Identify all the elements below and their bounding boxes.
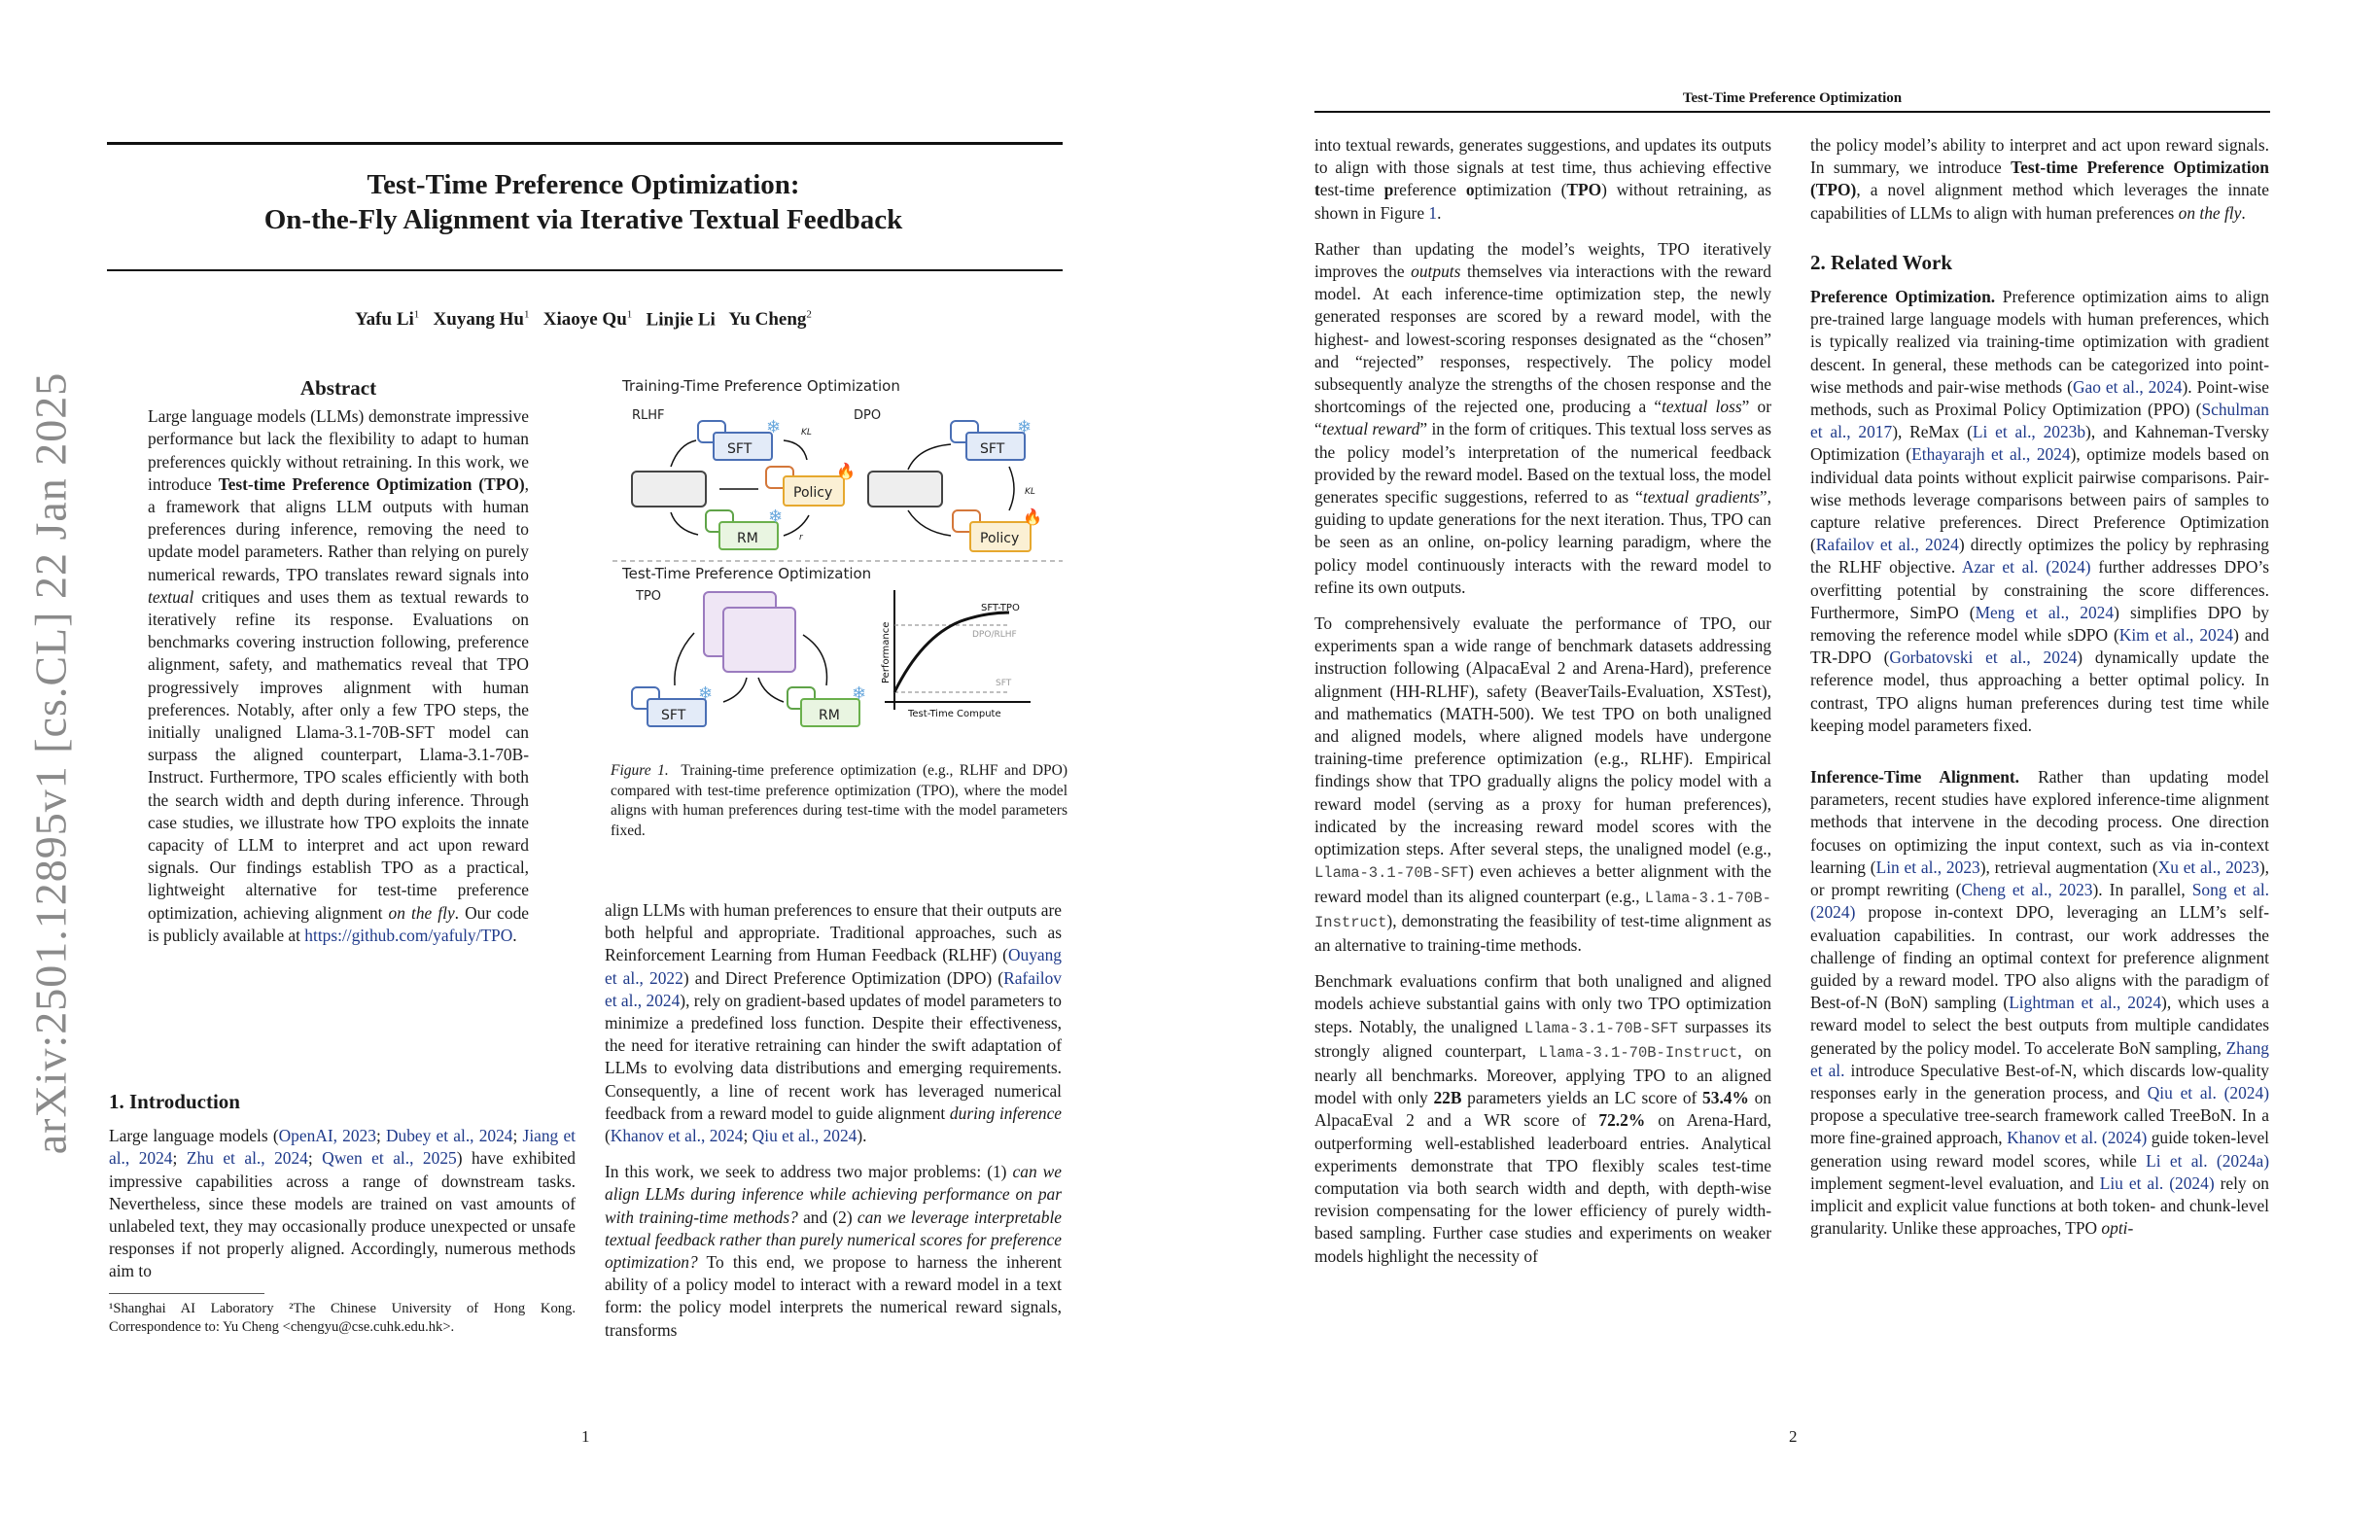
- sft-robot-icon: [951, 417, 1032, 460]
- svg-text:RM: RM: [819, 708, 840, 723]
- citation[interactable]: Jiang et al., 2024: [109, 1126, 576, 1169]
- introduction-column: [109, 1091, 576, 1337]
- policy-robot-icon: [766, 462, 856, 506]
- running-head-rule: [1314, 111, 2270, 113]
- svg-text:SFT: SFT: [996, 679, 1012, 688]
- svg-text:❄: ❄: [698, 683, 714, 704]
- svg-text:SFT: SFT: [661, 708, 686, 723]
- svg-text:❄: ❄: [768, 507, 784, 527]
- page-2: [1190, 0, 2380, 1540]
- author-list: [107, 309, 1060, 331]
- fig-dpo-label: DPO: [854, 408, 882, 423]
- svg-text:KL: KL: [1025, 487, 1035, 497]
- citation[interactable]: Song et al. (2024): [1810, 880, 2270, 923]
- rm-robot-icon: [788, 683, 866, 726]
- citation[interactable]: Xu et al., 2023: [2157, 857, 2259, 877]
- citation[interactable]: Lightman et al., 2024: [2009, 993, 2162, 1013]
- figure-reference[interactable]: 1: [1428, 202, 1438, 223]
- citation[interactable]: Cheng et al., 2023: [1961, 880, 2093, 900]
- citation[interactable]: Khanov et al., 2024: [610, 1126, 744, 1146]
- body-paragraph: into textual rewards, generates suggestions, and updates its outputs to align with those signals at test time, thus achieving effective test-time preference optimization (TPO) without retraining, as shown in Figure 1.: [1314, 135, 1771, 223]
- preference-pair-icon: [868, 472, 942, 507]
- citation[interactable]: Li et al., 2023b: [1972, 422, 2086, 442]
- author: Xuyang Hu$^1$: [433, 309, 530, 331]
- citation[interactable]: Li et al. (2024a): [2146, 1150, 2269, 1171]
- svg-text:SFT: SFT: [727, 441, 752, 457]
- svg-text:❄: ❄: [766, 417, 782, 438]
- author: Xiaoye Qu$^1$: [542, 309, 633, 331]
- abstract: [148, 377, 529, 961]
- citation[interactable]: Dubey et al., 2024: [385, 1126, 513, 1146]
- fig-bottom-title: Test-Time Preference Optimization: [622, 565, 872, 582]
- intro-paragraph: Large language models (OpenAI, 2023; Dubey et al., 2024; Jiang et al., 2024; Zhu et al., 2024; Qwen et al., 2025) have exhibited impressive capabilities across a range of downstream tasks. Nevertheless, since these models are trained on vast amounts of unlabeled text, they may occasionally produce unexpected or unsafe responses if not properly aligned. Accordingly, numerous methods aim to: [109, 1126, 577, 1281]
- page2-right-column: [1810, 134, 2269, 1253]
- author: Yafu Li$^1$: [355, 309, 420, 331]
- rm-robot-icon: [706, 507, 783, 549]
- citation[interactable]: Rafailov et al., 2024: [1815, 535, 1959, 555]
- body-paragraph: the policy model’s ability to interpret and act upon reward signals. In summary, we introduce Test-time Preference Optimization (TPO), a novel alignment method which leverages the innate capabilities of LLMs to align with human preferences on the fly.: [1810, 135, 2269, 223]
- policy-robot-icon: [953, 508, 1042, 551]
- citation[interactable]: Zhang et al.: [1810, 1037, 2269, 1080]
- citation[interactable]: Qiu et al. (2024): [2147, 1082, 2269, 1102]
- affiliation-footnote: ¹Shanghai AI Laboratory ²The Chinese University of Hong Kong. Correspondence to: Yu Cheng <chengyu@cse.cuhk.edu.hk>.: [109, 1300, 576, 1335]
- paper-title: Test-Time Preference Optimization: On-the-Fly Alignment via Iterative Textual Feedback: [263, 169, 903, 235]
- preference-optimization-paragraph: Preference Optimization. Preference optimization aims to align pre-trained large language models with human preferences, which is typically realized via training-time optimization with gradient descent. In general, these methods can be categorized into point-wise methods and pair-wise methods (Gao et al., 2024). Point-wise methods, such as Proximal Policy Optimization (PPO) (Schulman et al., 2017), ReMax (Li et al., 2023b), and Kahneman-Tversky Optimization (Ethayarajh et al., 2024), optimize models based on individual data points without explicit pairwise comparisons. Pair-wise methods leverage comparisons between pairs of samples to capture relative preferences. Direct Preference Optimization (Rafailov et al., 2024) directly optimizes the policy by rephrasing the RLHF objective. Azar et al. (2024) further addresses DPO’s overfitting potential by constraining the score differences. Furthermore, SimPO (Meng et al., 2024) simplifies DPO by removing the reference model while sDPO (Kim et al., 2024) and TR-DPO (Gorbatovski et al., 2024) dynamically update the reference model, thus approaching a better optimal policy. In contrast, TPO aligns human preferences during test time while keeping model parameters fixed.: [1810, 287, 2269, 735]
- inference-time-alignment-paragraph: Inference-Time Alignment. Rather than updating model parameters, recent studies have explored inference-time alignment methods that intervene in the decoding process. One direction focuses on optimizing the input context, such as via in-context learning (Lin et al., 2023), retrieval augmentation (Xu et al., 2023), or prompt rewriting (Cheng et al., 2023). In parallel, Song et al. (2024) propose in-context DPO, leveraging an LLM’s self-evaluation capabilities. In contrast, our work addresses the challenge of finding an optimal context for preference alignment guided by a reward model. TPO also aligns with the paradigm of Best-of-N (BoN) sampling (Lightman et al., 2024), which uses a reward model to select the best outputs from multiple candidates generated by the policy model. To accelerate BoN sampling, Zhang et al. introduce Speculative Best-of-N, which discards low-quality responses early in the generation process, and Qiu et al. (2024) propose a speculative tree-search framework called TreeBoN. In a more fine-grained approach, Khanov et al. (2024) guide token-level generation using reward model scores, while Li et al. (2024a) implement segment-level evaluation, and Liu et al. (2024) rely on implicit and explicit value functions at both token- and chunk-level granularity. Unlike these approaches, TPO opti-: [1810, 767, 2270, 1239]
- body-paragraph: Benchmark evaluations confirm that both unaligned and aligned models achieve substantial gains with only two TPO optimization steps. Notably, the unaligned Llama-3.1-70B-SFT surpasses its strongly aligned counterpart, Llama-3.1-70B-Instruct, on nearly all benchmarks. Moreover, applying TPO to an aligned model with only 22B parameters yields an LC score of 53.4% on AlpacaEval 2 and a WR score of 72.2% on Arena-Hard, outperforming well-established leaderboard entries. Analytical experiments demonstrate that TPO flexibly scales test-time computation via both search width and depth, with depth-wise revision compensating for the lower efficiency of purely width-based sampling. Further case studies and experiments on weaker models highlight the necessity of: [1314, 971, 1771, 1266]
- citation[interactable]: Ethayarajh et al., 2024: [1911, 444, 2071, 465]
- intro-paragraph: In this work, we seek to address two major problems: (1) can we align LLMs during inference while achieving performance on par with training-time methods? and (2) can we leverage interpretable textual feedback rather than purely numerical scores for preference optimization? To this end, we propose to harness the inherent ability of a policy model to interact with a reward model in a text form: the policy model interprets the numerical reward signals, transforms: [605, 1162, 1063, 1340]
- svg-text:RM: RM: [737, 531, 758, 546]
- author: Linjie Li: [646, 309, 716, 331]
- introduction-heading: 1. Introduction: [109, 1090, 240, 1113]
- svg-text:SFT-TPO: SFT-TPO: [981, 603, 1020, 613]
- footnote-rule: [109, 1293, 264, 1294]
- intro-paragraph: align LLMs with human preferences to ensure that their outputs are both helpful and appropriate. Traditional approaches, such as Reinforcement Learning from Human Feedback (RLHF) (Ouyang et al., 2022) and Direct Preference Optimization (DPO) (Rafailov et al., 2024), rely on gradient-based updates of model parameters to minimize a predefined loss function. Despite their effectiveness, the need for iterative retraining can hinder the swift adaptation of LLMs to evolving data distributions and emerging requirements. Consequently, a line of recent work has leveraged numerical feedback from a reward model to guide alignment during inference (Khanov et al., 2024; Qiu et al., 2024).: [605, 900, 1063, 1146]
- citation[interactable]: Qiu et al., 2024: [752, 1126, 858, 1146]
- page-number: 1: [581, 1427, 590, 1446]
- sft-robot-icon: [698, 417, 781, 460]
- body-paragraph: To comprehensively evaluate the performance of TPO, our experiments span a wide range of benchmark datasets addressing instruction following (AlpacaEval 2 and Arena-Hard), preference alignment (HH-RLHF), safety (BeaverTails-Evaluation, XSTest), and mathematics (MATH-500). We test TPO on both unaligned and aligned models, where aligned models have undergone training-time preference optimization (e.g., RLHF). Empirical findings show that TPO gradually aligns the policy model with a reward model (serving as a proxy for human preferences), indicated by the increasing reward model scores with the optimization steps. After several steps, the unaligned model (e.g., Llama-3.1-70B-SFT) even achieves a better alignment with the reward model than its aligned counterpart (e.g., Llama-3.1-70B-Instruct), demonstrating the feasibility of test-time alignment as an alternative to training-time methods.: [1314, 613, 1771, 955]
- figure-1-diagram: [611, 374, 1068, 739]
- svg-text:❄: ❄: [1017, 417, 1032, 438]
- citation[interactable]: Rafailov et al., 2024: [605, 967, 1062, 1010]
- citation[interactable]: Meng et al., 2024: [1975, 602, 2115, 622]
- github-link[interactable]: https://github.com/yafuly/TPO: [304, 925, 513, 945]
- fig-rlhf-label: RLHF: [632, 408, 665, 423]
- abstract-text: Large language models (LLMs) demonstrate impressive performance but lack the flexibility to adapt to human preferences quickly without retraining. In this work, we introduce Test-time Preference Optimization (TPO), a framework that aligns LLM outputs with human preferences during inference, removing the need to update model parameters. Rather than relying on purely numerical rewards, TPO translates reward signals into textual critiques and uses them as textual rewards to iteratively refine its response. Evaluations on benchmarks covering instruction following, preference alignment, safety, and mathematics reveal that TPO progressively improves alignment with human preferences. Notably, after only a few TPO steps, the initially unaligned Llama-3.1-70B-SFT model can surpass the aligned counterpart, Llama-3.1-70B-Instruct. Furthermore, TPO scales efficiently with both the search width and depth during inference. Through case studies, we illustrate how TPO exploits the innate capacity of LLM to interpret and act upon reward signals. Our findings establish TPO as a practical, lightweight alternative for test-time preference optimization, achieving alignment on the fly. Our code is publicly available at https://github.com/yafuly/TPO.: [148, 406, 529, 945]
- preference-pair-icon: [632, 472, 706, 507]
- page-number: 2: [1789, 1427, 1798, 1446]
- title-bottom-rule: [107, 269, 1063, 271]
- citation[interactable]: Ouyang et al., 2022: [605, 945, 1062, 988]
- svg-text:SFT: SFT: [980, 441, 1005, 457]
- fig-top-title: Training-Time Preference Optimization: [622, 377, 900, 395]
- citation[interactable]: Zhu et al., 2024: [186, 1148, 308, 1169]
- related-work-heading: 2. Related Work: [1810, 250, 1953, 274]
- figure-1-caption: Figure 1. Training-time preference optimization (e.g., RLHF and DPO) compared with test-time preference optimization (TPO), where the model aligns with human preferences during test-time with the model parameters fixed.: [611, 762, 1068, 839]
- citation[interactable]: Khanov et al. (2024): [2007, 1128, 2148, 1148]
- citation[interactable]: Liu et al. (2024): [2099, 1172, 2215, 1193]
- svg-text:KL: KL: [801, 428, 812, 438]
- page2-left-column: [1314, 134, 1771, 1281]
- performance-plot: [881, 590, 1031, 719]
- title-top-rule: [107, 142, 1063, 145]
- svg-text:❄: ❄: [852, 683, 867, 704]
- author: Yu Cheng$^2$: [728, 309, 812, 331]
- citation[interactable]: Gao et al., 2024: [2072, 376, 2183, 397]
- body-paragraph: Rather than updating the model’s weights, TPO iteratively improves the outputs themselves via interactions with the reward model. At each inference-time optimization step, the newly generated responses are scored by a reward model, with the highest- and lowest-scoring responses designated as the “chosen” and “rejected” responses, respectively. The policy model subsequently analyze the strengths of the chosen response and the shortcomings of the rejected one, producing a “textual loss” or “textual reward” in the form of critiques. This textual loss serves as the policy model’s interpretation of the numerical feedback provided by the reward model. Based on the textual loss, the model generates specific suggestions, referred to as “textual gradients”, guiding to update generations for the next iteration. Thus, TPO can be seen as an online, on-policy learning paradigm, where the policy model continuously interacts with the reward model to refine its own outputs.: [1314, 238, 1771, 597]
- svg-text:r: r: [799, 533, 803, 542]
- svg-text:Policy: Policy: [980, 531, 1020, 546]
- svg-text:Policy: Policy: [793, 485, 833, 501]
- svg-text:🔥: 🔥: [1023, 508, 1042, 526]
- svg-text:DPO/RLHF: DPO/RLHF: [972, 630, 1017, 640]
- citation[interactable]: Kim et al., 2024: [2118, 625, 2234, 646]
- running-head: Test-Time Preference Optimization: [1682, 90, 1903, 106]
- svg-text:Performance: Performance: [881, 621, 892, 683]
- citation[interactable]: OpenAI, 2023: [278, 1126, 376, 1146]
- citation[interactable]: Qwen et al., 2025: [322, 1148, 457, 1169]
- sft-robot-icon: [632, 683, 713, 726]
- citation[interactable]: Schulman et al., 2017: [1810, 400, 2269, 442]
- abstract-heading: Abstract: [299, 376, 377, 400]
- page1-right-column: [605, 899, 1062, 1355]
- citation[interactable]: Gorbatovski et al., 2024: [1889, 648, 2078, 668]
- svg-text:🔥: 🔥: [836, 462, 856, 480]
- fig-tpo-label: TPO: [636, 589, 662, 604]
- citation[interactable]: Lin et al., 2023: [1875, 857, 1980, 877]
- svg-text:Test-Time Compute: Test-Time Compute: [908, 709, 1001, 719]
- citation[interactable]: Azar et al. (2024): [1961, 557, 2091, 578]
- arxiv-stamp: arXiv:2501.12895v1 [cs.CL] 22 Jan 2025: [25, 371, 76, 1155]
- response-pool-icon: [723, 608, 795, 672]
